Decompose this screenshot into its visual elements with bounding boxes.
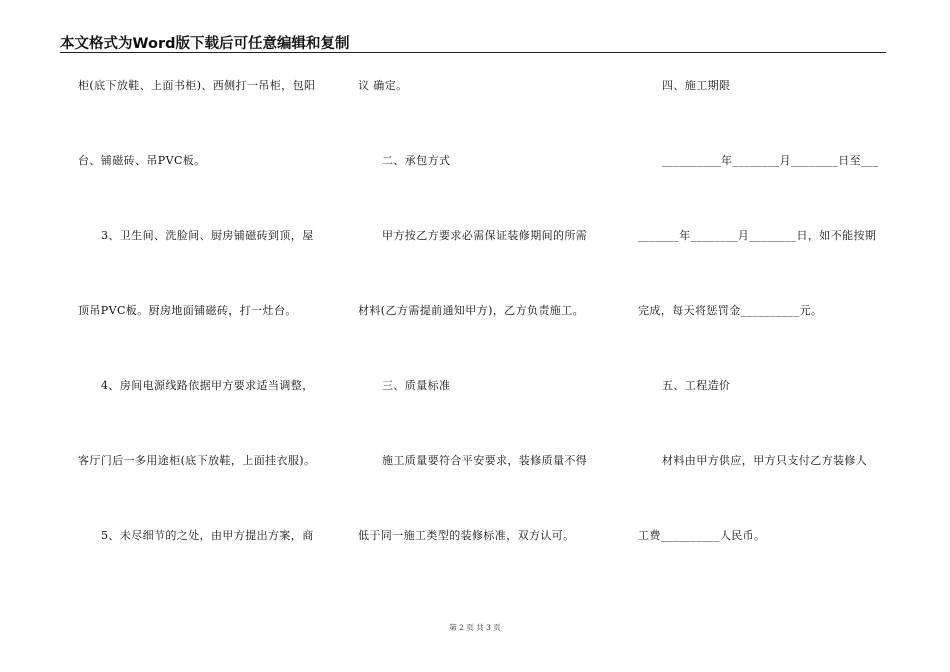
section-heading: 四、施工期限 (662, 79, 731, 92)
header-rule (60, 52, 886, 53)
text-line: 甲方按乙方要求必需保证装修期间的所需 (382, 229, 588, 242)
text-line: 施工质量要符合平安要求，装修质量不得 (382, 454, 588, 467)
text-line: 材料(乙方需提前通知甲方)，乙方负责施工。 (358, 304, 584, 317)
text-line: 4、房间电源线路依据甲方要求适当调整， (101, 379, 314, 392)
page-header: 本文格式为Word版下载后可任意编辑和复制 (60, 36, 350, 52)
section-heading: 三、质量标准 (382, 379, 451, 392)
text-line: 客厅门后一多用途柜(底下放鞋，上面挂衣服)。 (78, 454, 316, 467)
page-number: 第 2 页 共 3 页 (449, 623, 501, 632)
text-line: 工费__________人民币。 (638, 529, 766, 542)
section-heading: 五、工程造价 (662, 379, 731, 392)
section-heading: 二、承包方式 (382, 154, 451, 167)
text-line: 5、未尽细节的之处，由甲方提出方案，商 (101, 529, 314, 542)
text-line: 顶吊PVC板。厨房地面铺磁砖，打一灶台。 (78, 304, 297, 317)
text-line: 3、卫生间、洗脸间、厨房铺磁砖到顶，屋 (101, 229, 314, 242)
text-line: 柜(底下放鞋、上面书柜)、西侧打一吊柜，包阳 (78, 79, 316, 92)
text-line: __________年________月________日至___ (662, 154, 879, 167)
text-line: 议 确定。 (358, 79, 408, 92)
text-line: _______年________月________日，如不能按期 (638, 229, 877, 242)
text-line: 完成，每天将惩罚金__________元。 (638, 304, 823, 317)
text-line: 材料由甲方供应，甲方只支付乙方装修人 (662, 454, 868, 467)
text-line: 台、铺磁砖、吊PVC板。 (78, 154, 206, 167)
text-line: 低于同一施工类型的装修标准，双方认可。 (358, 529, 575, 542)
